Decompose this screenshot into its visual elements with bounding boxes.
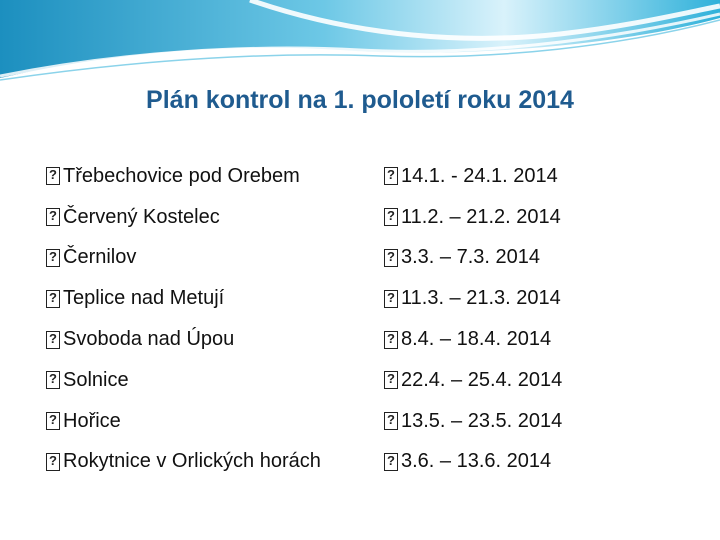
date-range: 11.2. – 21.2. 2014 (401, 205, 561, 228)
missing-glyph-icon (46, 167, 60, 185)
header-wave-decoration (0, 0, 720, 90)
schedule-row (46, 360, 666, 401)
place-name: Svoboda nad Úpou (63, 328, 235, 351)
dates-cell (384, 165, 558, 188)
place-cell (46, 410, 384, 433)
dates-cell (384, 450, 551, 473)
place-name: Solnice (63, 368, 129, 391)
place-name: Rokytnice v Orlických horách (63, 450, 321, 473)
place-cell (46, 287, 384, 310)
missing-glyph-icon (46, 208, 60, 226)
schedule-row (46, 401, 666, 442)
missing-glyph-icon (384, 208, 398, 226)
missing-glyph-icon (384, 412, 398, 430)
date-range: 11.3. – 21.3. 2014 (401, 287, 561, 310)
date-range: 13.5. – 23.5. 2014 (401, 409, 563, 432)
missing-glyph-icon (384, 371, 398, 389)
place-cell (46, 206, 384, 229)
schedule-row (46, 278, 666, 319)
place-name: Hořice (63, 409, 121, 432)
missing-glyph-icon (46, 412, 60, 430)
date-range: 22.4. – 25.4. 2014 (401, 368, 563, 391)
place-name: Teplice nad Metují (63, 287, 225, 310)
missing-glyph-icon (46, 249, 60, 267)
missing-glyph-icon (46, 290, 60, 308)
place-name: Červený Kostelec (63, 205, 220, 228)
dates-cell (384, 410, 562, 433)
missing-glyph-icon (384, 167, 398, 185)
dates-cell (384, 206, 561, 229)
dates-cell (384, 246, 540, 269)
missing-glyph-icon (384, 453, 398, 471)
date-range: 3.3. – 7.3. 2014 (401, 246, 541, 269)
dates-cell (384, 369, 562, 392)
date-range: 8.4. – 18.4. 2014 (401, 328, 552, 351)
slide-title: Plán kontrol na 1. pololetí roku 2014 (146, 86, 574, 114)
dates-cell (384, 287, 561, 310)
missing-glyph-icon (384, 290, 398, 308)
schedule-row (46, 442, 666, 483)
place-name: Černilov (63, 246, 137, 269)
missing-glyph-icon (46, 331, 60, 349)
schedule-row (46, 197, 666, 238)
place-name: Třebechovice pod Orebem (63, 164, 300, 187)
missing-glyph-icon (46, 453, 60, 471)
schedule-row (46, 319, 666, 360)
dates-cell (384, 328, 551, 351)
place-cell (46, 246, 384, 269)
place-cell (46, 165, 384, 188)
missing-glyph-icon (46, 371, 60, 389)
date-range: 3.6. – 13.6. 2014 (401, 450, 552, 473)
date-range: 14.1. - 24.1. 2014 (401, 164, 558, 187)
place-cell (46, 328, 384, 351)
schedule-row (46, 156, 666, 197)
missing-glyph-icon (384, 331, 398, 349)
schedule-row (46, 238, 666, 279)
missing-glyph-icon (384, 249, 398, 267)
place-cell (46, 450, 384, 473)
schedule-list (46, 156, 666, 482)
place-cell (46, 369, 384, 392)
